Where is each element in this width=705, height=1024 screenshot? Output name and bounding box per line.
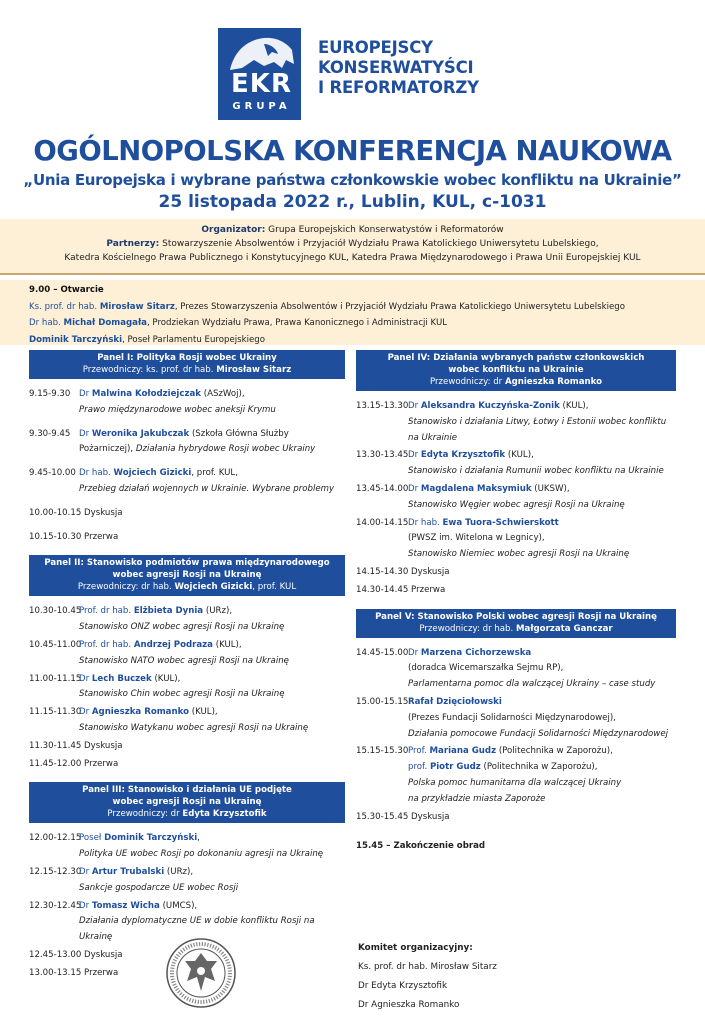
entry-name: Edyta Krzysztofik xyxy=(420,450,506,461)
entry-topic: Stanowisko Węgier wobec agresji Rosji na Ukrainę xyxy=(408,499,625,510)
entry-affiliation: (KUL), xyxy=(191,707,218,718)
entry-topic-2: na Ukrainie xyxy=(408,432,458,443)
break-slot: 14.30-14.45 Przerwa xyxy=(356,584,446,595)
organizer-band xyxy=(0,219,705,275)
program-entry xyxy=(356,744,676,807)
discussion-slot: 10.00-10.15 Dyskusja xyxy=(29,507,123,518)
conference-date: 25 listopada 2022 r., Lublin, KUL, c-1031 xyxy=(158,192,547,212)
entry-topic: Stanowisko i działania Rumunii wobec konfliktu na Ukrainie xyxy=(408,466,664,477)
committee-member: Ks. prof. dr hab. Mirosław Sitarz xyxy=(358,962,497,972)
panel-chair xyxy=(33,581,341,593)
logo-grupa: GRUPA xyxy=(232,101,291,112)
panel-title: Panel I: Polityka Rosji wobec Ukrainy xyxy=(97,353,277,363)
entry-affiliation: (KUL), xyxy=(154,673,181,684)
organizer-label: Organizator: xyxy=(201,225,266,235)
entry-body xyxy=(79,865,345,897)
entry-body xyxy=(79,427,345,459)
entry-affiliation: (KUL), xyxy=(507,450,534,461)
chair-name: Wojciech Gizicki xyxy=(174,582,253,593)
entry-topic-2: na przykładzie miasta Zaporoże xyxy=(408,793,546,804)
entry-time: 10.30-10.45 xyxy=(29,606,82,617)
panel-chair xyxy=(360,376,672,388)
program-entry xyxy=(29,865,345,897)
entry-title: Dr xyxy=(79,428,90,439)
entry-title: Dr xyxy=(79,389,90,399)
conference-subtitle: „Unia Europejska i wybrane państwa członkowskie wobec konfliktu na Ukrainie” xyxy=(23,171,682,189)
logo-line-2: KONSERWATYŚCI xyxy=(318,58,474,77)
program-entry xyxy=(356,695,676,742)
entry-topic: Polityka UE wobec Rosji po dokonaniu agresji na Ukrainę xyxy=(79,849,324,860)
panel-4-header xyxy=(356,350,676,391)
entry-title: Dr xyxy=(408,450,419,461)
partners-line xyxy=(0,237,705,251)
entry-name: Magdalena Maksymiuk xyxy=(420,483,532,494)
program-right-column xyxy=(356,350,676,857)
chair-prefix: Przewodniczy: dr xyxy=(429,377,503,387)
entry-name: Rafał Dzięciołowski xyxy=(408,696,502,707)
entry-time: 13.15-13.30 xyxy=(356,401,409,411)
panel-5-header xyxy=(356,609,676,638)
entry-time: 13.30-13.45 xyxy=(356,450,409,461)
program-entry xyxy=(356,646,676,693)
entry-topic: Stanowisko ONZ wobec agresji Rosji na Ukrainę xyxy=(79,622,285,633)
entry-name: Artur Trubalski xyxy=(91,866,165,877)
entry-name: Malwina Kołodziejczak xyxy=(91,389,201,399)
entry-affiliation: (KUL), xyxy=(562,401,589,411)
partners-label: Partnerzy: xyxy=(106,239,160,249)
entry-body xyxy=(79,387,345,419)
entry-affiliation: , prof. KUL, xyxy=(191,468,238,479)
closing-line: 15.45 – Zakończenie obrad xyxy=(356,841,486,852)
entry-body xyxy=(408,646,676,693)
entry-title: Prof. xyxy=(408,746,427,757)
entry-name: Andrzej Podraza xyxy=(133,639,213,650)
program-entry xyxy=(29,672,345,704)
entry-title: Prof. dr hab. xyxy=(79,606,132,617)
panel-title-2: wobec agresji Rosji na Ukrainę xyxy=(112,570,262,581)
entry-name: Elżbieta Dynia xyxy=(133,606,204,617)
opening-speaker xyxy=(29,299,705,316)
organizer-value: Grupa Europejskich Konserwatystów i Reformatorów xyxy=(268,225,504,235)
entry-name: Agnieszka Romanko xyxy=(91,707,189,718)
program-entry xyxy=(356,482,676,514)
entry-topic: Działania dyplomatyczne UE w dobie konfliktu Rosji na Ukrainę xyxy=(79,916,315,943)
program-entry xyxy=(29,387,345,419)
entry-time: 15.00-15.15 xyxy=(356,696,409,707)
university-seal-icon xyxy=(165,937,237,1009)
entry-topic: Polska pomoc humanitarna dla walczącej Ukrainy xyxy=(408,777,622,788)
program-entry xyxy=(356,399,676,446)
entry-body xyxy=(79,604,345,636)
panel-2-header xyxy=(29,555,345,596)
entry-body xyxy=(79,638,345,670)
break-slot: 10.15-10.30 Przerwa xyxy=(29,531,119,542)
panel-title-2: wobec agresji Rosji na Ukrainę xyxy=(112,797,262,808)
ekr-logo xyxy=(218,28,498,120)
entry-time: 9.45-10.00 xyxy=(29,468,76,479)
panel-title: Panel V: Stanowisko Polski wobec agresji Rosji na Ukrainę xyxy=(375,611,657,622)
chair-prefix: Przewodniczy: dr hab. xyxy=(77,582,172,593)
entry-body xyxy=(79,466,345,498)
entry-affiliation: (Politechnika w Zaporożu), xyxy=(498,746,613,757)
entry-name: Ewa Tuora-Schwierskott xyxy=(442,517,559,528)
program-entry xyxy=(29,638,345,670)
entry-time: 12.15-12.30 xyxy=(29,866,82,877)
entry-body xyxy=(408,744,676,807)
logo-org-name xyxy=(318,38,479,98)
entry-affiliation: (UKSW), xyxy=(534,483,570,494)
opening-section xyxy=(0,280,705,345)
speaker-role: , Prodziekan Wydziału Prawa, Prawa Kanonicznego i Administracji KUL xyxy=(146,318,448,328)
entry-name: Wojciech Gizicki xyxy=(113,468,192,479)
entry-time: 12.30-12.45 xyxy=(29,900,82,911)
conference-title: OGÓLNOPOLSKA KONFERENCJA NAUKOWA xyxy=(33,135,672,167)
entry-name: Mariana Gudz xyxy=(429,746,497,757)
entry-body xyxy=(408,482,676,514)
entry-affiliation: (KUL), xyxy=(215,639,242,650)
committee-header: Komitet organizacyjny: xyxy=(358,943,473,953)
partners-line-2: Katedra Kościelnego Prawa Publicznego i Konstytucyjnego KUL, Katedra Prawa Międzynarodowego i Prawa Unii Europejskiej KUL xyxy=(64,253,641,263)
speaker-name: Dominik Tarczyński xyxy=(29,334,123,345)
panel-title: Panel IV: Działania wybranych państw członkowskich xyxy=(387,353,645,363)
panel-1-header xyxy=(29,350,345,379)
logo-letters: EKR xyxy=(231,69,292,99)
logo-line-1: EUROPEJSCY xyxy=(318,38,433,57)
entry-name: Lech Buczek xyxy=(91,673,152,684)
opening-speaker xyxy=(29,315,705,332)
panel-title: Panel II: Stanowisko podmiotów prawa międzynarodowego xyxy=(44,558,330,569)
opening-header: 9.00 – Otwarcie xyxy=(29,285,104,295)
entry-topic: Parlamentarna pomoc dla walczącej Ukrainy – case study xyxy=(408,679,656,690)
panel-3-header xyxy=(29,782,345,823)
entry-time: 14.00-14.15 xyxy=(356,517,409,528)
entry-time: 11.15-11.30 xyxy=(29,707,82,718)
chair-name: Agnieszka Romanko xyxy=(504,377,603,387)
entry-affiliation-2: (Politechnika w Zaporożu), xyxy=(483,762,598,773)
entry-title: Dr hab. xyxy=(408,517,440,528)
panel-chair xyxy=(360,623,672,635)
chair-prefix: Przewodniczy: ks. prof. dr hab. xyxy=(82,365,214,375)
discussion-slot: 14.15-14.30 Dyskusja xyxy=(356,566,450,577)
speaker-name: Michał Domagała xyxy=(63,318,147,328)
entry-body xyxy=(79,831,345,863)
entry-body xyxy=(408,516,676,563)
entry-title-2: prof. xyxy=(408,762,428,773)
panel-title: Panel III: Stanowisko i działania UE podjęte xyxy=(82,785,292,796)
entry-time: 12.00-12.15 xyxy=(29,833,82,844)
program-entry xyxy=(29,705,345,737)
entry-co-speaker xyxy=(408,760,676,776)
panel-chair xyxy=(33,808,341,820)
program-entry xyxy=(29,427,345,459)
entry-topic: Sankcje gospodarcze UE wobec Rosji xyxy=(79,882,239,893)
entry-time: 15.15-15.30 xyxy=(356,746,409,757)
program-entry xyxy=(356,516,676,563)
discussion-slot: 11.30-11.45 Dyskusja xyxy=(29,740,123,751)
chair-prefix: Przewodniczy: dr hab. xyxy=(419,623,514,634)
speaker-title: Ks. prof. dr hab. xyxy=(29,301,98,312)
entry-name: Marzena Cichorzewska xyxy=(420,647,532,658)
entry-time: 13.45-14.00 xyxy=(356,483,409,494)
program-left-column xyxy=(29,350,345,984)
logo-line-3: I REFORMATORZY xyxy=(318,78,479,97)
chair-suffix: , prof. KUL xyxy=(252,582,297,593)
entry-topic: Stanowisko NATO wobec agresji Rosji na Ukrainę xyxy=(79,655,289,666)
footer xyxy=(0,925,705,1024)
entry-affiliation: (doradca Wicemarszałka Sejmu RP), xyxy=(408,663,564,674)
program-entry xyxy=(29,604,345,636)
entry-topic: Działania pomocowe Fundacji Solidarności Międzynarodowej xyxy=(408,728,668,739)
program-entry xyxy=(29,831,345,863)
entry-topic: Stanowisko Watykanu wobec agresji Rosji na Ukrainę xyxy=(79,722,309,733)
speaker-name: Mirosław Sitarz xyxy=(99,301,175,312)
entry-affiliation: , xyxy=(197,833,200,844)
entry-affiliation: (Szkoła Główna Służby xyxy=(191,428,289,439)
entry-affiliation: (ASzWoj), xyxy=(203,389,245,399)
entry-affiliation: (UMCS), xyxy=(162,900,198,911)
program-entry xyxy=(29,466,345,498)
entry-topic: Przebieg działań wojennych w Ukrainie. Wybrane problemy xyxy=(79,483,335,494)
entry-time: 9.30-9.45 xyxy=(29,428,71,439)
entry-title: Dr xyxy=(408,647,419,658)
entry-topic: Stanowisko i działania Litwy, Łotwy i Estonii wobec konfliktu xyxy=(408,416,667,427)
entry-body xyxy=(408,695,676,742)
panel-chair xyxy=(33,364,341,376)
entry-name-2: Piotr Gudz xyxy=(429,762,481,773)
entry-topic: Działania hybrydowe Rosji wobec Ukrainy xyxy=(135,444,316,455)
opening-speaker xyxy=(29,332,705,349)
entry-time: 9.15-9.30 xyxy=(29,389,71,399)
committee-member: Dr Agnieszka Romanko xyxy=(358,1000,460,1010)
speaker-role: , Prezes Stowarzyszenia Absolwentów i Przyjaciół Wydziału Prawa Katolickiego Uniwersytetu Lubelskiego xyxy=(174,301,625,312)
entry-name: Aleksandra Kuczyńska-Zonik xyxy=(420,401,560,411)
entry-title: Prof. dr hab. xyxy=(79,639,132,650)
entry-title: Poseł xyxy=(79,833,102,844)
entry-affiliation: (URz), xyxy=(166,866,194,877)
entry-body xyxy=(79,705,345,737)
entry-title: Dr xyxy=(79,673,90,684)
chair-prefix: Przewodniczy: dr xyxy=(107,809,180,820)
ekr-logo-box xyxy=(218,28,301,120)
entry-topic: Stanowisko Chin wobec agresji Rosji na Ukrainę xyxy=(79,689,285,700)
speaker-title: Dr hab. xyxy=(29,318,61,328)
entry-title: Dr xyxy=(408,483,419,494)
speaker-role: , Poseł Parlamentu Europejskiego xyxy=(122,334,265,345)
entry-name: Weronika Jakubczak xyxy=(91,428,190,439)
organizing-committee xyxy=(358,939,497,1015)
chair-name: Małgorzata Ganczar xyxy=(515,623,613,634)
entry-title: Dr hab. xyxy=(79,468,111,479)
entry-body xyxy=(79,672,345,704)
entry-affiliation: (Prezes Fundacji Solidarności Międzynarodowej), xyxy=(408,712,616,723)
entry-topic: Stanowisko Niemiec wobec agresji Rosji na Ukrainę xyxy=(408,549,630,560)
organizer-line xyxy=(0,223,705,237)
entry-topic: Prawo międzynarodowe wobec aneksji Krymu xyxy=(79,404,276,415)
program-entry xyxy=(356,448,676,480)
entry-name: Tomasz Wicha xyxy=(91,900,160,911)
discussion-slot: 12.45-13.00 Dyskusja xyxy=(29,949,123,960)
discussion-slot: 15.30-15.45 Dyskusja xyxy=(356,811,450,822)
entry-title: Dr xyxy=(79,707,90,718)
entry-time: 11.00-11.15 xyxy=(29,673,82,684)
chair-name: Edyta Krzysztofik xyxy=(182,809,267,820)
entry-affiliation-2: Pożarniczej), xyxy=(79,444,134,455)
entry-title: Dr xyxy=(408,401,419,411)
panel-title-2: wobec konfliktu na Ukrainie xyxy=(448,365,584,375)
partners-line-1: Stowarzyszenie Absolwentów i Przyjaciół Wydziału Prawa Katolickiego Uniwersytetu Lubelskiego, xyxy=(162,239,599,249)
entry-body xyxy=(408,448,676,480)
entry-title: Dr xyxy=(79,866,90,877)
entry-body xyxy=(408,399,676,446)
chair-name: Mirosław Sitarz xyxy=(216,365,292,375)
entry-title: Dr xyxy=(79,900,90,911)
break-slot: 13.00-13.15 Przerwa xyxy=(29,967,119,978)
committee-member: Dr Edyta Krzysztofik xyxy=(358,981,448,991)
entry-affiliation: (URz), xyxy=(205,606,233,617)
break-slot: 11.45-12.00 Przerwa xyxy=(29,758,119,769)
entry-time: 14.45-15.00 xyxy=(356,647,409,658)
entry-affiliation: (PWSZ im. Witelona w Legnicy), xyxy=(408,533,545,544)
entry-name: Dominik Tarczyński xyxy=(104,833,198,844)
entry-time: 10.45-11.00 xyxy=(29,639,82,650)
